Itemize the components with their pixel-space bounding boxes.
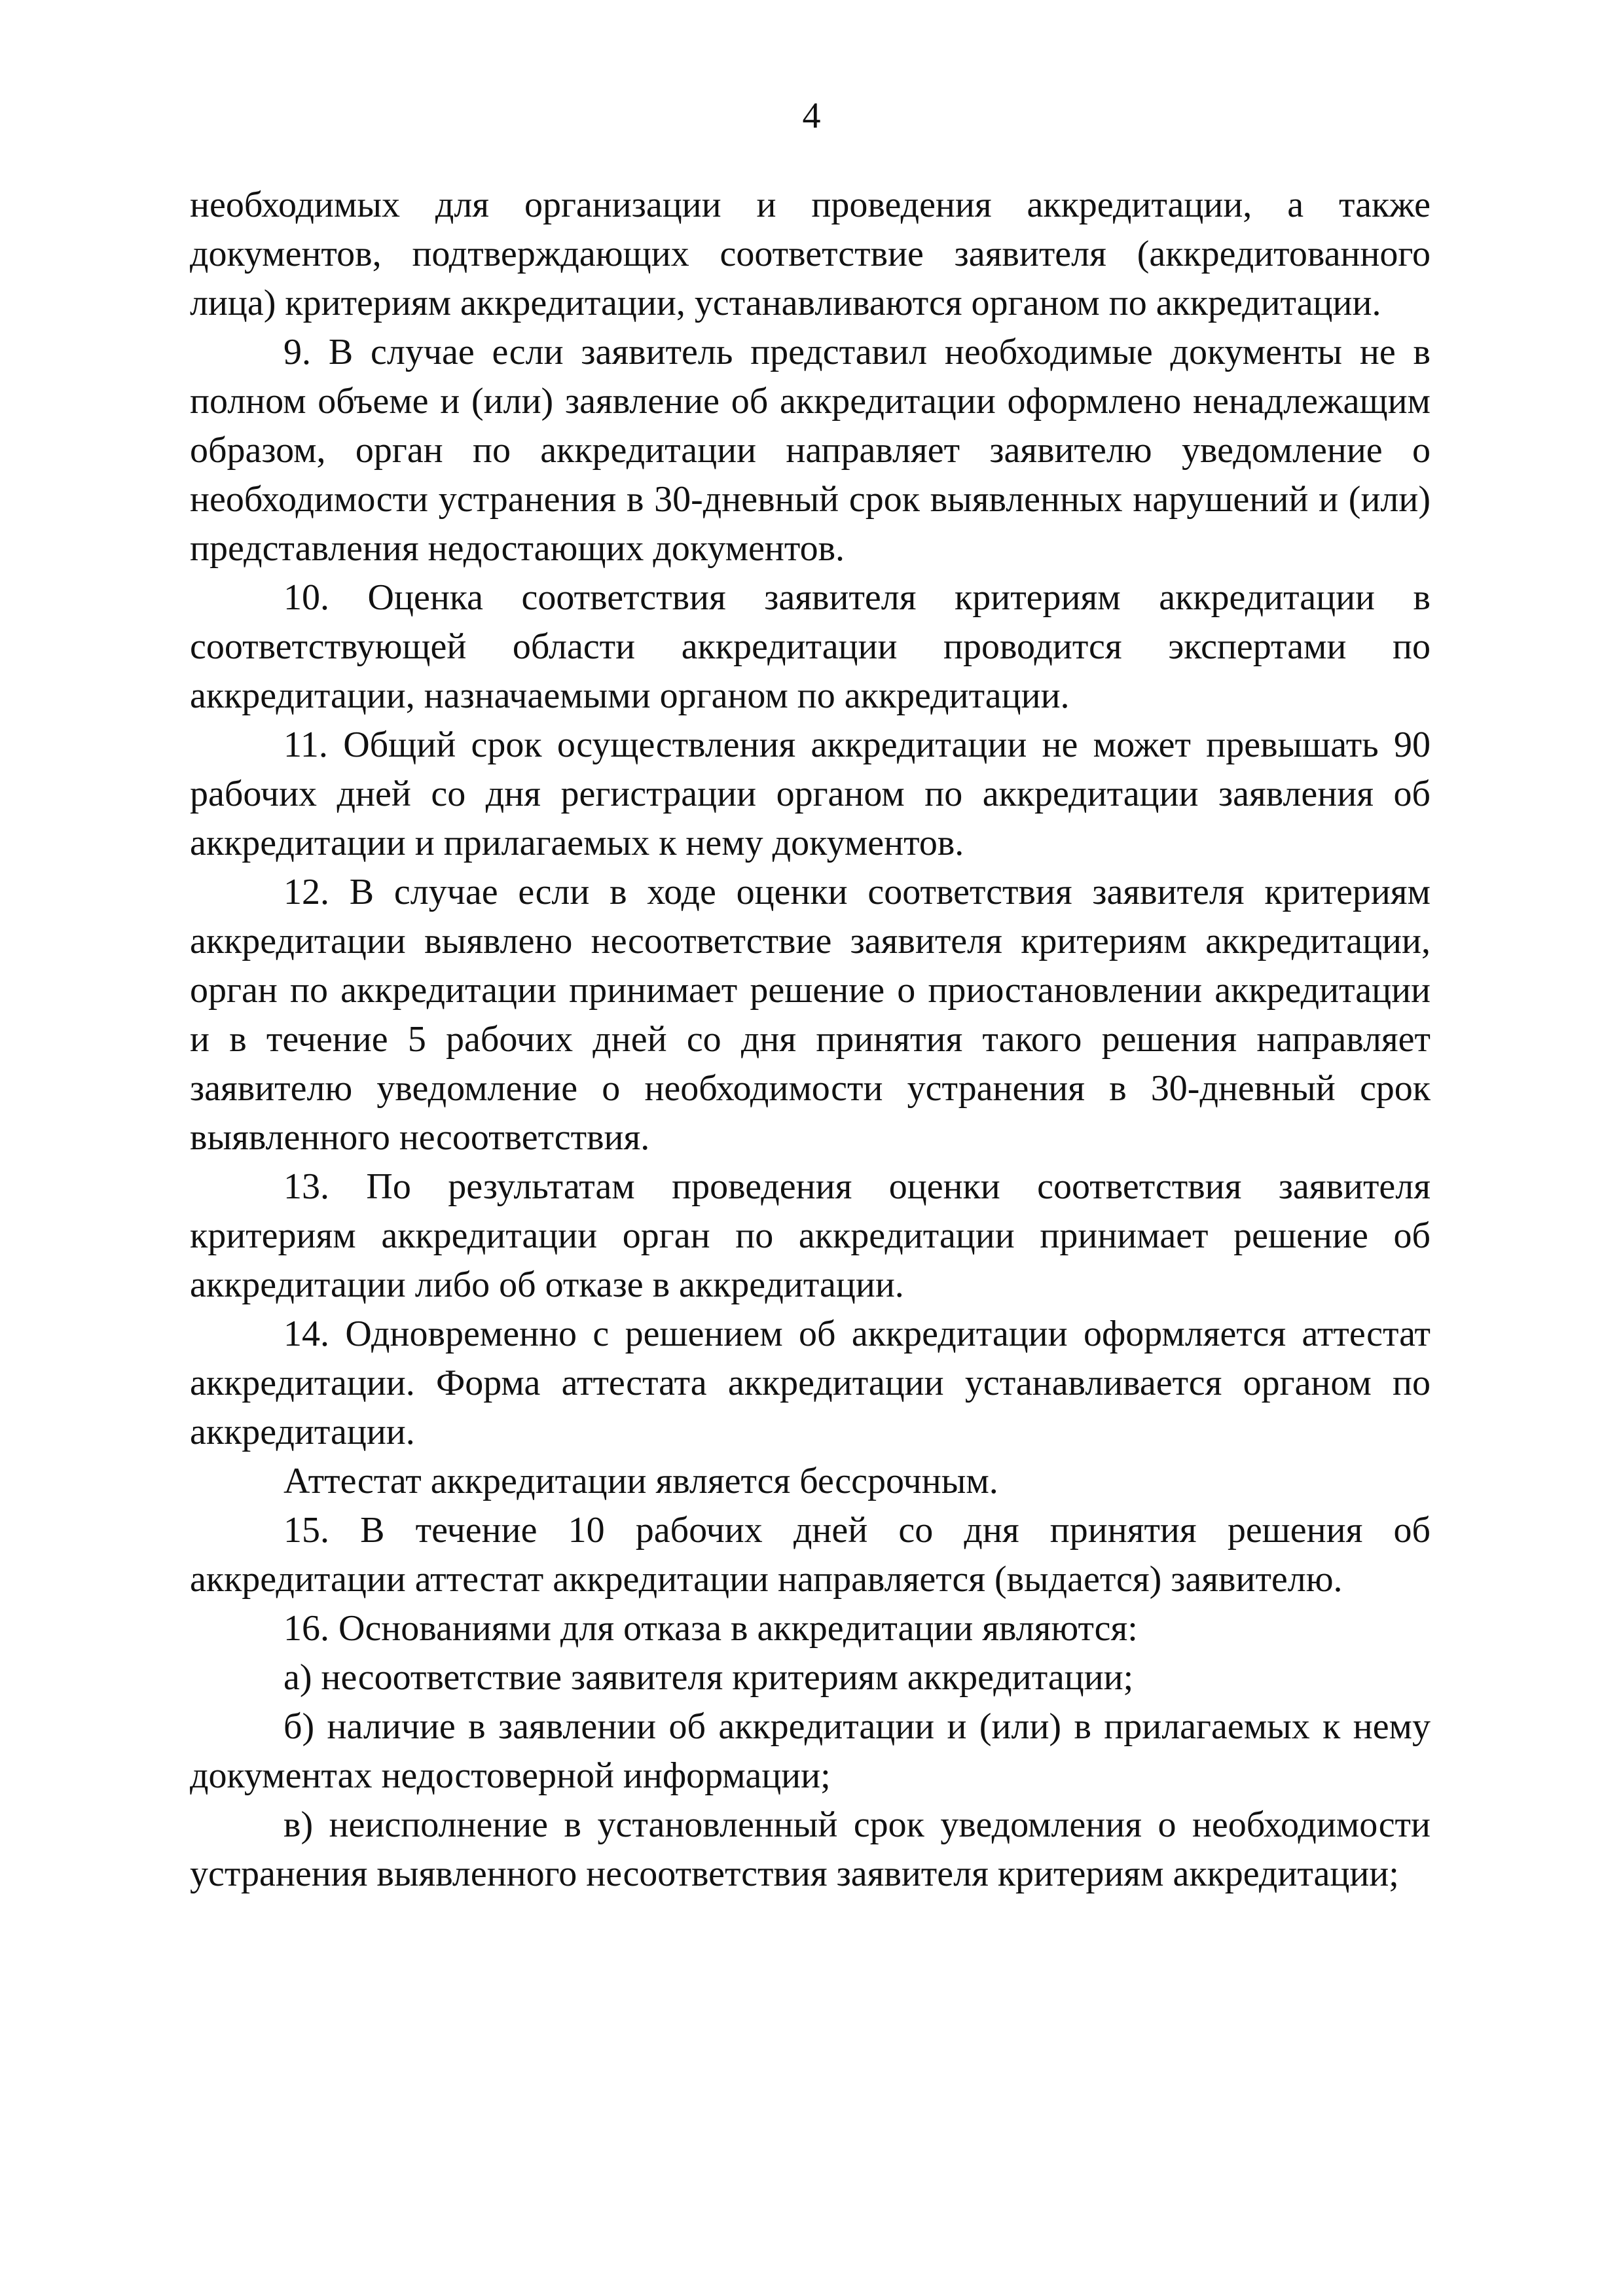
paragraph-13: 13. По результатам проведения оценки соответствия заявителя критериям аккредитации орган по аккредитации принимает решение об аккредитации либо об отказе в аккредитации. [190, 1166, 1431, 1305]
paragraph-15: 15. В течение 10 рабочих дней со дня принятия решения об аккредитации аттестат аккредитации направляется (выдается) заявителю. [190, 1510, 1431, 1600]
page-number: 4 [802, 96, 821, 136]
document-body [190, 181, 1431, 1899]
paragraph-14: 14. Одновременно с решением об аккредитации оформляется аттестат аккредитации. Форма аттестата аккредитации устанавливается органом по аккредитации. [190, 1314, 1431, 1452]
paragraph-16-item-v: в) неисполнение в установленный срок уведомления о необходимости устранения выявленного несоответствия заявителя критериям аккредитации; [190, 1804, 1431, 1894]
paragraph-continuation: необходимых для организации и проведения аккредитации, а также документов, подтверждающих соответствие заявителя (аккредитованного лица) критериям аккредитации, устанавливаются органом по аккредитации. [190, 185, 1431, 323]
paragraph-12: 12. В случае если в ходе оценки соответствия заявителя критериям аккредитации выявлено несоответствие заявителя критериям аккредитации, орган по аккредитации принимает решение о приостановлении аккредитации и в течение 5 рабочих дней со дня принятия такого решения направляет заявителю уведомление о необходимости устранения в 30-дневный срок выявленного несоответствия. [190, 872, 1431, 1158]
paragraph-14-note: Аттестат аккредитации является бессрочным. [283, 1461, 998, 1501]
paragraph-16: 16. Основаниями для отказа в аккредитации являются: [283, 1608, 1138, 1649]
paragraph-16-item-a: а) несоответствие заявителя критериям аккредитации; [283, 1657, 1134, 1698]
paragraph-9: 9. В случае если заявитель представил необходимые документы не в полном объеме и (или) заявление об аккредитации оформлено ненадлежащим образом, орган по аккредитации направляет заявителю уведомление о необходимости устранения в 30-дневный срок выявленных нарушений и (или) представления недостающих документов. [190, 332, 1431, 569]
paragraph-11: 11. Общий срок осуществления аккредитации не может превышать 90 рабочих дней со дня регистрации органом по аккредитации заявления об аккредитации и прилагаемых к нему документов. [190, 725, 1431, 863]
paragraph-10: 10. Оценка соответствия заявителя критериям аккредитации в соответствующей области аккредитации проводится экспертами по аккредитации, назначаемыми органом по аккредитации. [190, 577, 1431, 716]
paragraph-16-item-b: б) наличие в заявлении об аккредитации и (или) в прилагаемых к нему документах недостоверной информации; [190, 1706, 1431, 1796]
